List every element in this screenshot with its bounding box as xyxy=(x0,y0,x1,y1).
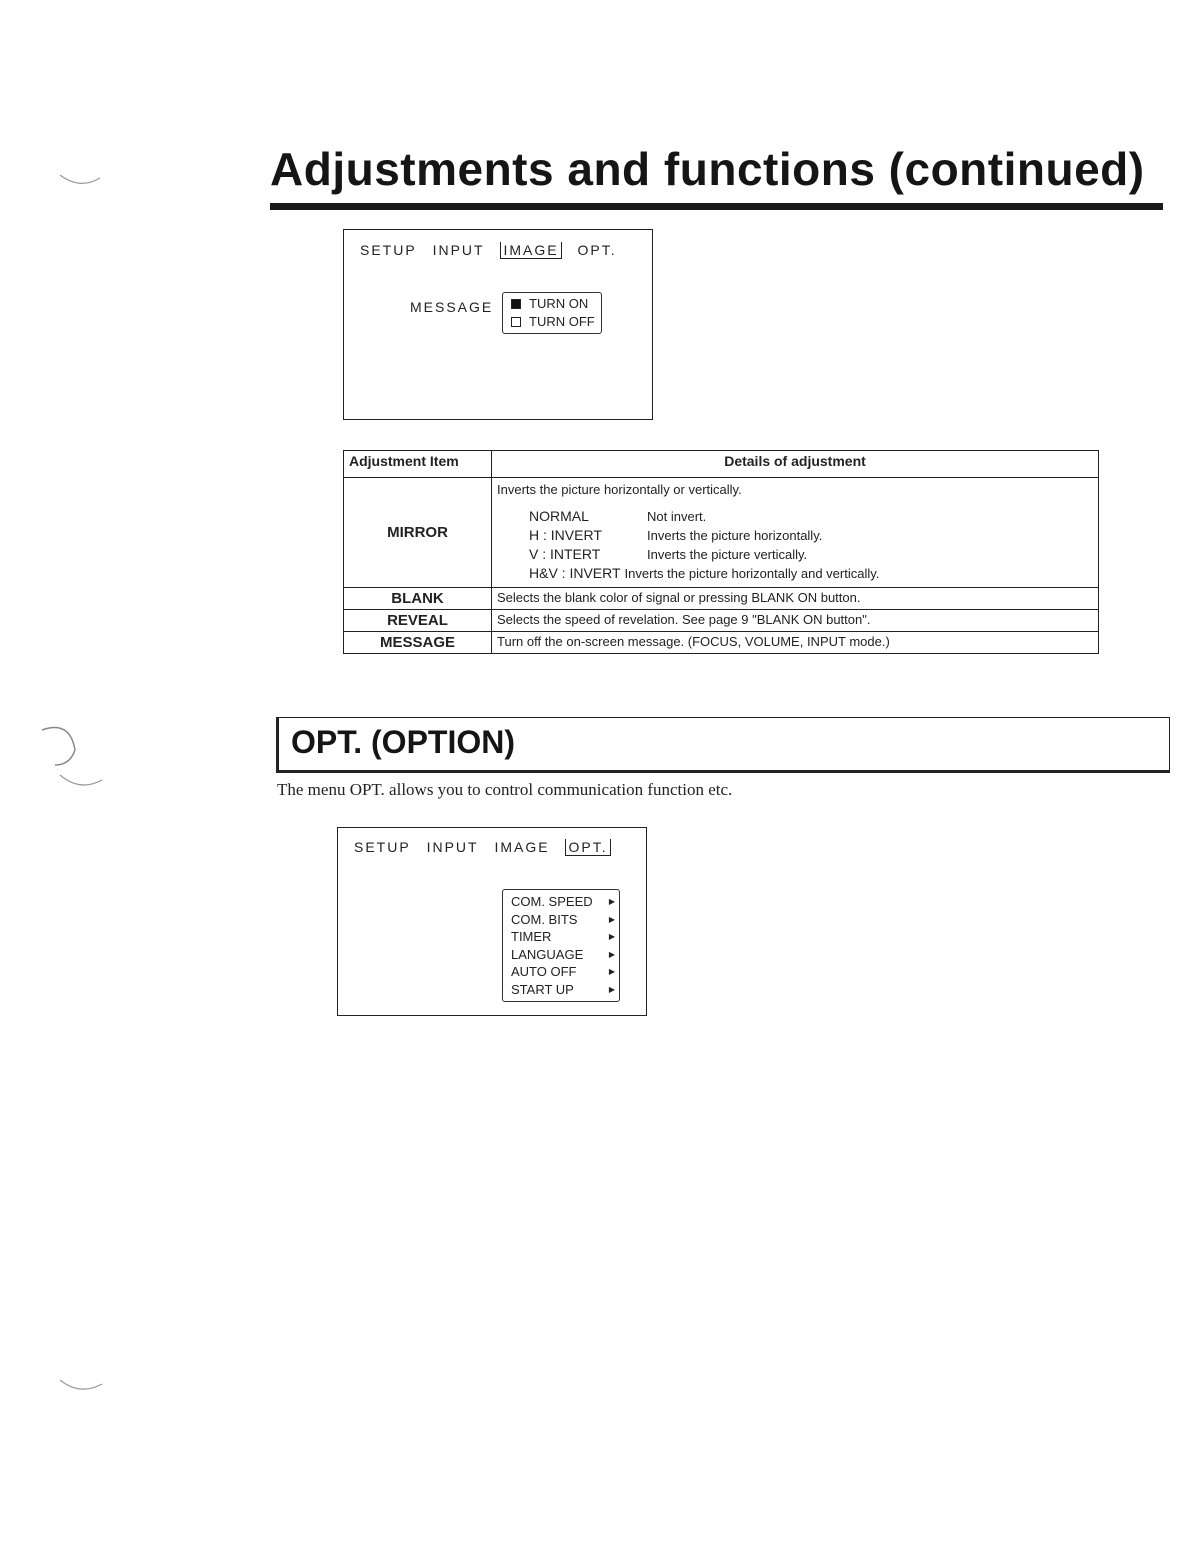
message-choice-box xyxy=(502,292,602,334)
header-adjustment-item: Adjustment Item xyxy=(344,451,492,478)
detail-blank: Selects the blank color of signal or pressing BLANK ON button. xyxy=(492,588,1099,610)
image-menu-tabs xyxy=(360,242,627,258)
arrow-right-icon: ▶ xyxy=(608,984,615,994)
tab-setup[interactable]: SETUP xyxy=(354,839,411,855)
arrow-right-icon: ▶ xyxy=(608,932,615,941)
mode-name: NORMAL xyxy=(529,508,589,524)
opt-menu-tabs xyxy=(354,839,621,855)
scan-mark xyxy=(40,150,110,200)
opt-submenu xyxy=(502,889,620,1002)
opt-menu-screen xyxy=(337,827,647,1016)
section-intro: The menu OPT. allows you to control communication function etc. xyxy=(277,780,733,799)
image-menu-screen xyxy=(343,229,653,420)
mirror-mode-row xyxy=(497,526,1093,545)
arrow-right-icon: ▶ xyxy=(608,914,615,924)
item-mirror: MIRROR xyxy=(344,478,492,588)
detail-message: Turn off the on-screen message. (FOCUS, VOLUME, INPUT mode.) xyxy=(492,632,1099,654)
mirror-mode-row xyxy=(497,507,1093,526)
arrow-right-icon: ▶ xyxy=(608,967,615,976)
tab-image[interactable]: IMAGE xyxy=(500,242,561,259)
scan-mark xyxy=(30,720,110,800)
mirror-mode-row xyxy=(497,564,1093,583)
tab-opt[interactable]: OPT. xyxy=(577,242,617,258)
table-header-row xyxy=(344,451,1099,478)
mode-name: H : INVERT xyxy=(529,527,602,543)
tab-image[interactable]: IMAGE xyxy=(494,839,550,855)
menu-item-com-bits[interactable]: COM. BITS ▶ xyxy=(511,911,615,927)
title-rule xyxy=(270,203,1163,210)
message-option-label: MESSAGE xyxy=(410,299,494,315)
mode-name: V : INTERT xyxy=(529,546,601,562)
detail-reveal: Selects the speed of revelation. See page 9 "BLANK ON button". xyxy=(492,610,1099,632)
choice-turn-off[interactable]: TURN OFF xyxy=(511,313,595,331)
arrow-right-icon: ▶ xyxy=(608,949,615,959)
mode-desc: Inverts the picture vertically. xyxy=(647,547,808,562)
empty-square-icon xyxy=(511,317,521,327)
menu-item-language[interactable]: LANGUAGE ▶ xyxy=(511,946,615,962)
section-heading-box xyxy=(276,717,1170,773)
mode-name: H&V : INVERT xyxy=(529,565,621,581)
arrow-right-icon: ▶ xyxy=(608,897,615,906)
table-row-blank xyxy=(344,588,1099,610)
table-row-mirror xyxy=(344,478,1099,588)
mirror-mode-row xyxy=(497,545,1093,564)
item-message: MESSAGE xyxy=(344,632,492,654)
checked-square-icon xyxy=(511,299,521,309)
tab-input[interactable]: INPUT xyxy=(432,242,485,258)
table-row-reveal xyxy=(344,610,1099,632)
item-reveal: REVEAL xyxy=(344,610,492,632)
choice-turn-on[interactable]: TURN ON xyxy=(511,295,595,313)
menu-item-timer[interactable]: TIMER ▶ xyxy=(511,929,615,944)
mode-desc: Inverts the picture horizontally. xyxy=(647,528,823,543)
tab-opt[interactable]: OPT. xyxy=(565,839,610,856)
section-title: OPT. (OPTION) xyxy=(291,724,515,760)
menu-item-auto-off[interactable]: AUTO OFF ▶ xyxy=(511,964,615,979)
mode-desc: Inverts the picture horizontally and vertically. xyxy=(624,566,880,581)
header-details: Details of adjustment xyxy=(492,451,1099,478)
tab-setup[interactable]: SETUP xyxy=(360,242,417,258)
mode-desc: Not invert. xyxy=(647,509,707,524)
page-title: Adjustments and functions (continued) xyxy=(270,143,1145,195)
adjustment-table xyxy=(343,450,1099,654)
menu-item-start-up[interactable]: START UP ▶ xyxy=(511,981,615,997)
menu-item-com-speed[interactable]: COM. SPEED ▶ xyxy=(511,894,615,909)
mirror-intro: Inverts the picture horizontally or vertically. xyxy=(497,482,742,497)
detail-mirror xyxy=(492,478,1099,588)
table-row-message xyxy=(344,632,1099,654)
scan-mark xyxy=(40,1340,110,1400)
tab-input[interactable]: INPUT xyxy=(426,839,479,855)
item-blank: BLANK xyxy=(344,588,492,610)
